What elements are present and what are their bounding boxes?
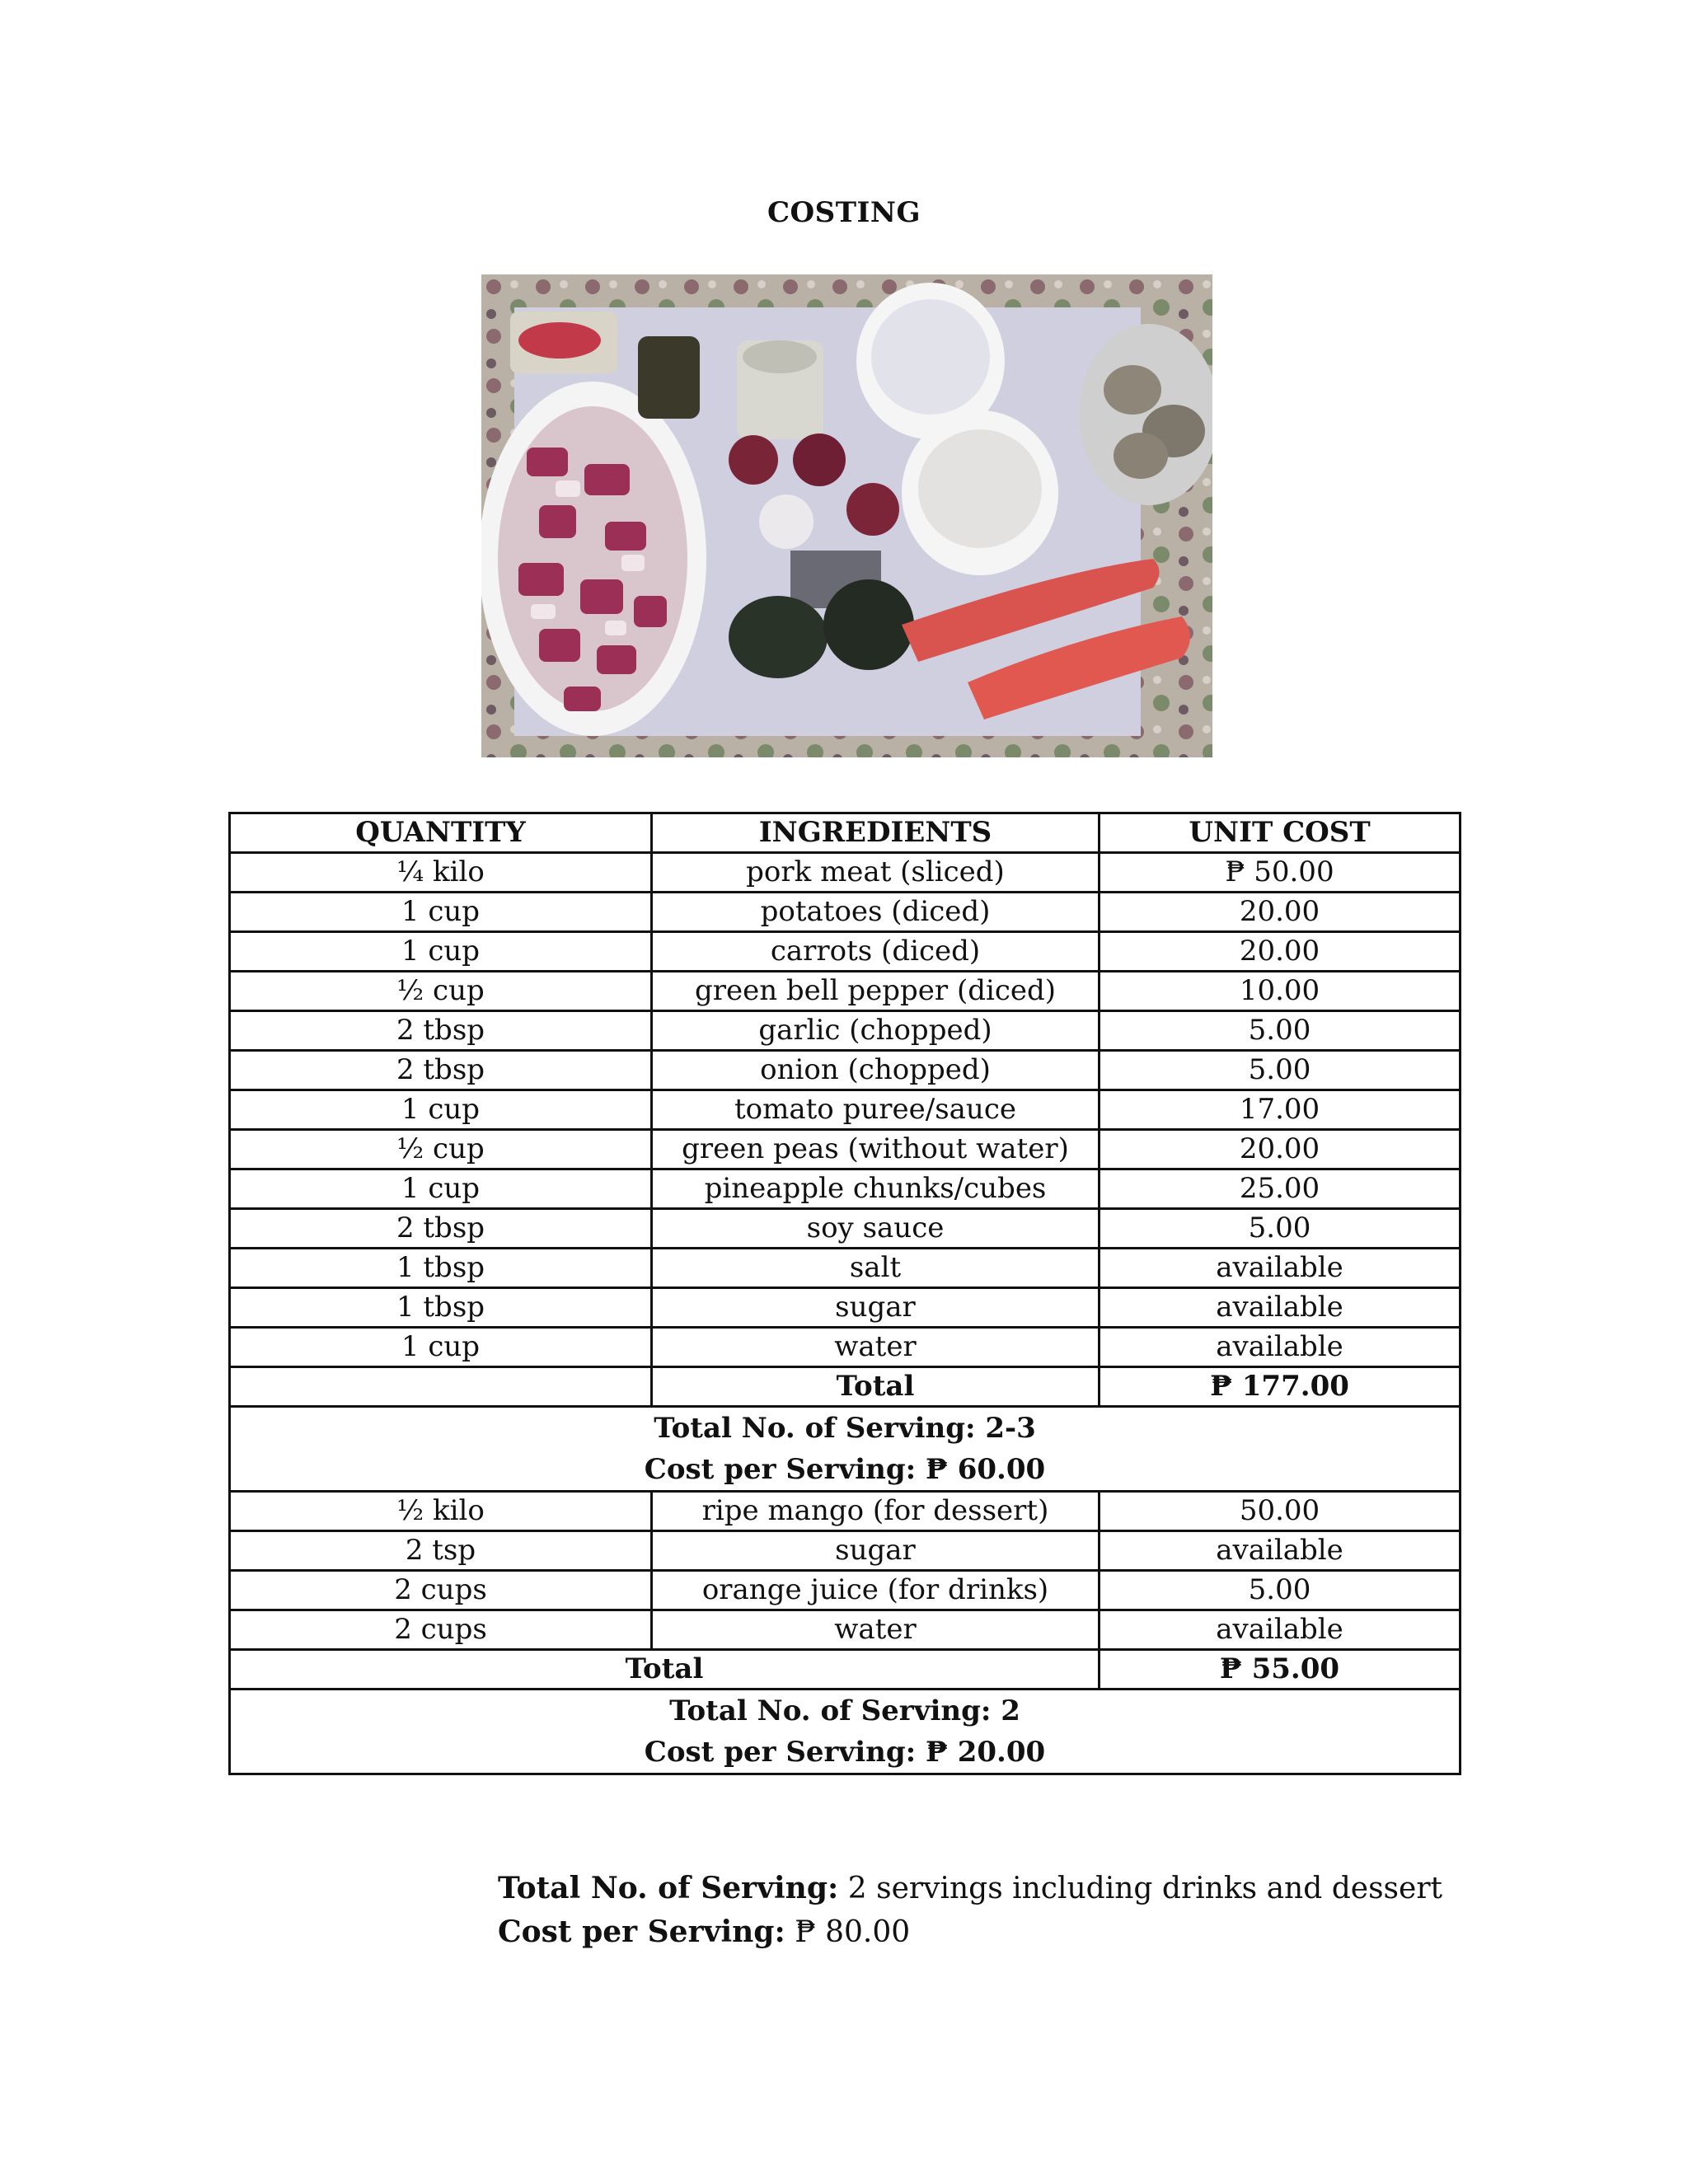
main-summary-row <box>230 1407 1461 1492</box>
table-row <box>230 853 1461 893</box>
table-row <box>230 1328 1461 1367</box>
quantity-cell: 1 cup <box>230 893 652 932</box>
ingredient-cell: sugar <box>652 1288 1100 1328</box>
main-summary-cost: Cost per Serving: ₱ 60.00 <box>644 1453 1046 1486</box>
unit-cost-cell: 17.00 <box>1100 1090 1461 1130</box>
ingredient-cell: tomato puree/sauce <box>652 1090 1100 1130</box>
quantity-cell: ½ cup <box>230 1130 652 1169</box>
table-row <box>230 1169 1461 1209</box>
unit-cost-cell: 10.00 <box>1100 972 1461 1011</box>
ingredient-cell: pork meat (sliced) <box>652 853 1100 893</box>
ingredient-cell: onion (chopped) <box>652 1051 1100 1090</box>
quantity-cell: 1 cup <box>230 1328 652 1367</box>
footer-servings-value: 2 servings including drinks and dessert <box>838 1872 1443 1905</box>
ingredient-cell: ripe mango (for dessert) <box>652 1492 1100 1531</box>
table-row <box>230 1492 1461 1531</box>
main-total-row <box>230 1367 1461 1407</box>
costing-table <box>228 812 1461 1775</box>
unit-cost-cell: 5.00 <box>1100 1571 1461 1610</box>
column-header-unit-cost: UNIT COST <box>1100 813 1461 853</box>
dessert-summary-servings: Total No. of Serving: 2 <box>669 1694 1020 1727</box>
quantity-cell: 2 tsp <box>230 1531 652 1571</box>
footer-summary <box>498 1867 1442 1954</box>
ingredients-photo <box>481 274 1212 757</box>
quantity-cell: ¼ kilo <box>230 853 652 893</box>
quantity-cell: 2 cups <box>230 1571 652 1610</box>
table-row <box>230 1288 1461 1328</box>
quantity-cell: ½ cup <box>230 972 652 1011</box>
dessert-summary-row <box>230 1690 1461 1774</box>
unit-cost-cell: available <box>1100 1288 1461 1328</box>
ingredient-cell: green peas (without water) <box>652 1130 1100 1169</box>
unit-cost-cell: 20.00 <box>1100 1130 1461 1169</box>
ingredient-cell: orange juice (for drinks) <box>652 1571 1100 1610</box>
footer-cost-label: Cost per Serving: <box>498 1915 785 1949</box>
main-summary-cell <box>230 1407 1461 1492</box>
ingredient-cell: potatoes (diced) <box>652 893 1100 932</box>
ingredient-cell: pineapple chunks/cubes <box>652 1169 1100 1209</box>
dessert-summary-cost: Cost per Serving: ₱ 20.00 <box>644 1736 1046 1769</box>
table-row <box>230 932 1461 972</box>
ingredient-cell: carrots (diced) <box>652 932 1100 972</box>
quantity-cell: 1 tbsp <box>230 1288 652 1328</box>
quantity-cell: 1 cup <box>230 1169 652 1209</box>
main-summary-servings: Total No. of Serving: 2-3 <box>654 1412 1036 1445</box>
main-total-label: Total <box>652 1367 1100 1407</box>
unit-cost-cell: 50.00 <box>1100 1492 1461 1531</box>
unit-cost-cell: available <box>1100 1610 1461 1650</box>
unit-cost-cell: available <box>1100 1249 1461 1288</box>
table-row <box>230 893 1461 932</box>
ingredient-cell: sugar <box>652 1531 1100 1571</box>
unit-cost-cell: 20.00 <box>1100 893 1461 932</box>
quantity-cell: 1 cup <box>230 932 652 972</box>
table-row <box>230 1571 1461 1610</box>
ingredient-cell: soy sauce <box>652 1209 1100 1249</box>
ingredient-cell: water <box>652 1328 1100 1367</box>
quantity-cell: 2 cups <box>230 1610 652 1650</box>
table-row <box>230 1531 1461 1571</box>
quantity-cell: 1 tbsp <box>230 1249 652 1288</box>
ingredient-cell: salt <box>652 1249 1100 1288</box>
footer-servings-label: Total No. of Serving: <box>498 1871 839 1905</box>
quantity-cell: 2 tbsp <box>230 1051 652 1090</box>
dessert-summary-cell <box>230 1690 1461 1774</box>
table-row <box>230 1090 1461 1130</box>
unit-cost-cell: 5.00 <box>1100 1011 1461 1051</box>
unit-cost-cell: available <box>1100 1328 1461 1367</box>
table-row <box>230 1130 1461 1169</box>
column-header-quantity: QUANTITY <box>230 813 652 853</box>
dessert-total-value: ₱ 55.00 <box>1100 1650 1461 1690</box>
table-row <box>230 1610 1461 1650</box>
footer-cost-value: ₱ 80.00 <box>785 1915 911 1949</box>
footer-servings <box>498 1867 1442 1910</box>
dessert-total-row <box>230 1650 1461 1690</box>
empty-cell <box>230 1367 652 1407</box>
table-header-row <box>230 813 1461 853</box>
table-row <box>230 1011 1461 1051</box>
quantity-cell: ½ kilo <box>230 1492 652 1531</box>
ingredient-cell: garlic (chopped) <box>652 1011 1100 1051</box>
unit-cost-cell: 5.00 <box>1100 1209 1461 1249</box>
dessert-total-label: Total <box>230 1650 1100 1690</box>
table-row <box>230 1249 1461 1288</box>
column-header-ingredients: INGREDIENTS <box>652 813 1100 853</box>
ingredient-cell: green bell pepper (diced) <box>652 972 1100 1011</box>
quantity-cell: 2 tbsp <box>230 1011 652 1051</box>
ingredient-cell: water <box>652 1610 1100 1650</box>
table-row <box>230 1051 1461 1090</box>
unit-cost-cell: 5.00 <box>1100 1051 1461 1090</box>
unit-cost-cell: available <box>1100 1531 1461 1571</box>
table-row <box>230 1209 1461 1249</box>
page-title: COSTING <box>767 196 921 229</box>
unit-cost-cell: 20.00 <box>1100 932 1461 972</box>
unit-cost-cell: ₱ 50.00 <box>1100 853 1461 893</box>
main-total-value: ₱ 177.00 <box>1100 1367 1461 1407</box>
table-row <box>230 972 1461 1011</box>
quantity-cell: 1 cup <box>230 1090 652 1130</box>
unit-cost-cell: 25.00 <box>1100 1169 1461 1209</box>
footer-cost <box>498 1910 1442 1954</box>
quantity-cell: 2 tbsp <box>230 1209 652 1249</box>
